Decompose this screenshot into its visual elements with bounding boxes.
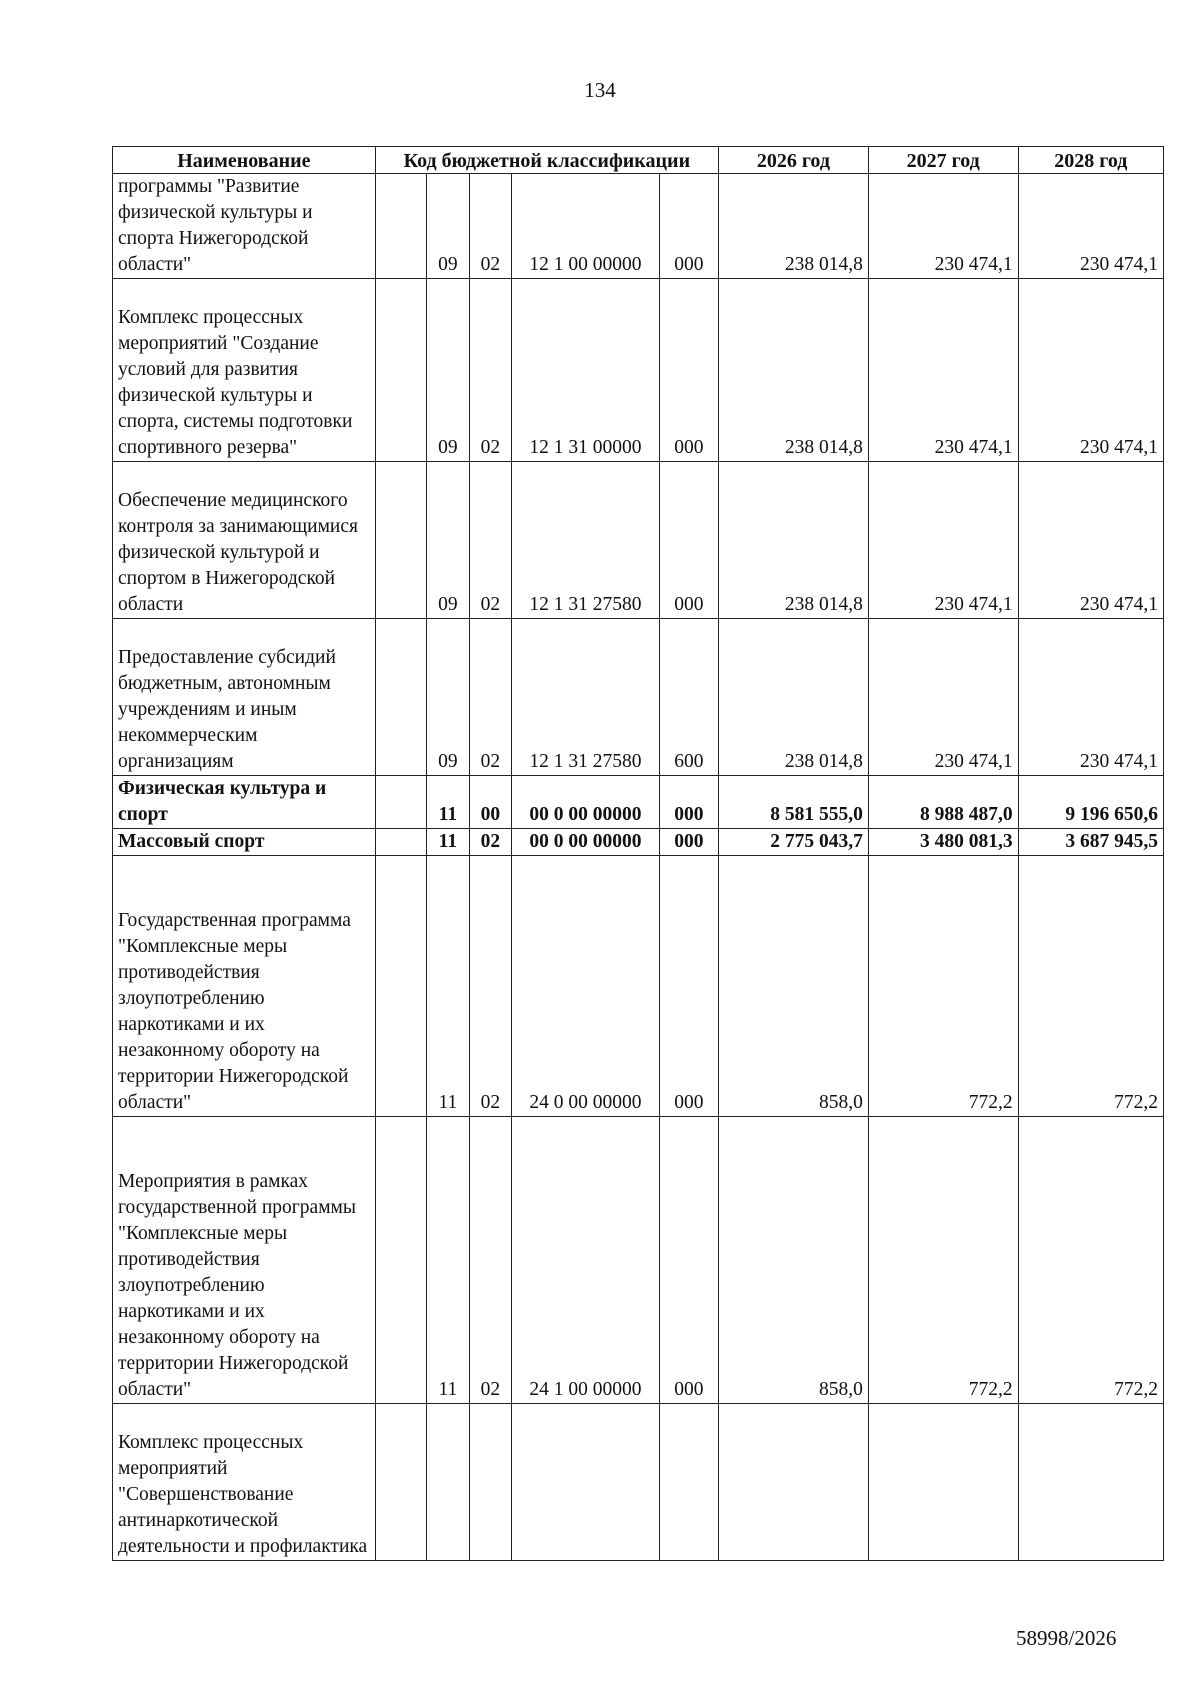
- value-2026-cell: [719, 1404, 869, 1561]
- target-article-cell: 12 1 31 00000: [512, 279, 660, 462]
- expense-type-cell: [659, 1404, 718, 1561]
- table-row: [113, 1117, 1164, 1404]
- expense-type-cell: 000: [659, 1117, 718, 1404]
- section-code-cell: 09: [427, 174, 469, 279]
- subsection-code-cell: 02: [469, 619, 511, 776]
- row-name-cell: Массовый спорт: [113, 829, 376, 856]
- header-code: Код бюджетной классификации: [375, 147, 718, 174]
- value-2027-cell: 230 474,1: [868, 279, 1018, 462]
- section-code-cell: 11: [427, 856, 469, 1117]
- row-name-cell: Физическая культура и спорт: [113, 776, 376, 829]
- value-2026-cell: 858,0: [719, 1117, 869, 1404]
- subsection-code-cell: 02: [469, 279, 511, 462]
- header-name: Наименование: [113, 147, 376, 174]
- code-cell-1: [375, 856, 426, 1117]
- subsection-code-cell: 02: [469, 462, 511, 619]
- section-code-cell: 11: [427, 829, 469, 856]
- value-2027-cell: 772,2: [868, 1117, 1018, 1404]
- code-cell-1: [375, 829, 426, 856]
- subsection-code-cell: 02: [469, 856, 511, 1117]
- target-article-cell: 00 0 00 00000: [512, 829, 660, 856]
- code-cell-1: [375, 462, 426, 619]
- table-row: [113, 829, 1164, 856]
- section-code-cell: [427, 1404, 469, 1561]
- section-code-cell: 11: [427, 1117, 469, 1404]
- value-2028-cell: 230 474,1: [1018, 462, 1163, 619]
- target-article-cell: 24 0 00 00000: [512, 856, 660, 1117]
- value-2028-cell: 230 474,1: [1018, 279, 1163, 462]
- section-code-cell: 09: [427, 462, 469, 619]
- target-article-cell: 12 1 31 27580: [512, 619, 660, 776]
- table-row: [113, 776, 1164, 829]
- code-cell-1: [375, 1117, 426, 1404]
- target-article-cell: 24 1 00 00000: [512, 1117, 660, 1404]
- header-2027: 2027 год: [868, 147, 1018, 174]
- value-2028-cell: 772,2: [1018, 1117, 1163, 1404]
- value-2026-cell: 238 014,8: [719, 174, 869, 279]
- value-2026-cell: 858,0: [719, 856, 869, 1117]
- table-row: [113, 856, 1164, 1117]
- expense-type-cell: 000: [659, 174, 718, 279]
- value-2027-cell: 230 474,1: [868, 174, 1018, 279]
- expense-type-cell: 000: [659, 462, 718, 619]
- expense-type-cell: 600: [659, 619, 718, 776]
- row-name-cell: Обеспечение медицинского контроля за занимающимися физической культурой и спортом в Нижегородской области: [113, 462, 376, 619]
- section-code-cell: 09: [427, 279, 469, 462]
- value-2028-cell: 230 474,1: [1018, 619, 1163, 776]
- table-row: [113, 279, 1164, 462]
- subsection-code-cell: [469, 1404, 511, 1561]
- value-2028-cell: 9 196 650,6: [1018, 776, 1163, 829]
- code-cell-1: [375, 279, 426, 462]
- document-number: 58998/2026: [1016, 1626, 1117, 1650]
- value-2027-cell: 8 988 487,0: [868, 776, 1018, 829]
- table-header-row: [113, 147, 1164, 174]
- value-2026-cell: 8 581 555,0: [719, 776, 869, 829]
- value-2028-cell: 3 687 945,5: [1018, 829, 1163, 856]
- expense-type-cell: 000: [659, 856, 718, 1117]
- target-article-cell: 12 1 31 27580: [512, 462, 660, 619]
- table-row: [113, 174, 1164, 279]
- expense-type-cell: 000: [659, 776, 718, 829]
- page-number: 134: [584, 78, 616, 102]
- value-2026-cell: 238 014,8: [719, 462, 869, 619]
- expense-type-cell: 000: [659, 829, 718, 856]
- code-cell-1: [375, 776, 426, 829]
- code-cell-1: [375, 1404, 426, 1561]
- subsection-code-cell: 02: [469, 829, 511, 856]
- value-2028-cell: 230 474,1: [1018, 174, 1163, 279]
- value-2027-cell: 772,2: [868, 856, 1018, 1117]
- value-2027-cell: 230 474,1: [868, 619, 1018, 776]
- table-row: [113, 1404, 1164, 1561]
- value-2028-cell: [1018, 1404, 1163, 1561]
- section-code-cell: 11: [427, 776, 469, 829]
- subsection-code-cell: 00: [469, 776, 511, 829]
- table-row: [113, 462, 1164, 619]
- row-name-cell: Комплекс процессных мероприятий "Создание условий для развития физической культуры и спорта, системы подготовки спортивного резерва": [113, 279, 376, 462]
- expense-type-cell: 000: [659, 279, 718, 462]
- value-2027-cell: [868, 1404, 1018, 1561]
- header-2028: 2028 год: [1018, 147, 1163, 174]
- value-2027-cell: 3 480 081,3: [868, 829, 1018, 856]
- target-article-cell: [512, 1404, 660, 1561]
- subsection-code-cell: 02: [469, 174, 511, 279]
- value-2026-cell: 238 014,8: [719, 619, 869, 776]
- value-2026-cell: 2 775 043,7: [719, 829, 869, 856]
- code-cell-1: [375, 619, 426, 776]
- section-code-cell: 09: [427, 619, 469, 776]
- code-cell-1: [375, 174, 426, 279]
- budget-table: [112, 146, 1164, 1561]
- row-name-cell: Предоставление субсидий бюджетным, автономным учреждениям и иным некоммерческим организациям: [113, 619, 376, 776]
- value-2027-cell: 230 474,1: [868, 462, 1018, 619]
- header-2026: 2026 год: [719, 147, 869, 174]
- value-2028-cell: 772,2: [1018, 856, 1163, 1117]
- row-name-cell: Государственная программа "Комплексные меры противодействия злоупотреблению наркотиками и их незаконному обороту на территории Нижегородской области": [113, 856, 376, 1117]
- row-name-cell: программы "Развитие физической культуры и спорта Нижегородской области": [113, 174, 376, 279]
- row-name-cell: Комплекс процессных мероприятий "Совершенствование антинаркотической деятельности и профилактика: [113, 1404, 376, 1561]
- target-article-cell: 12 1 00 00000: [512, 174, 660, 279]
- table-row: [113, 619, 1164, 776]
- value-2026-cell: 238 014,8: [719, 279, 869, 462]
- target-article-cell: 00 0 00 00000: [512, 776, 660, 829]
- subsection-code-cell: 02: [469, 1117, 511, 1404]
- row-name-cell: Мероприятия в рамках государственной программы "Комплексные меры противодействия злоупотреблению наркотиками и их незаконному обороту на территории Нижегородской области": [113, 1117, 376, 1404]
